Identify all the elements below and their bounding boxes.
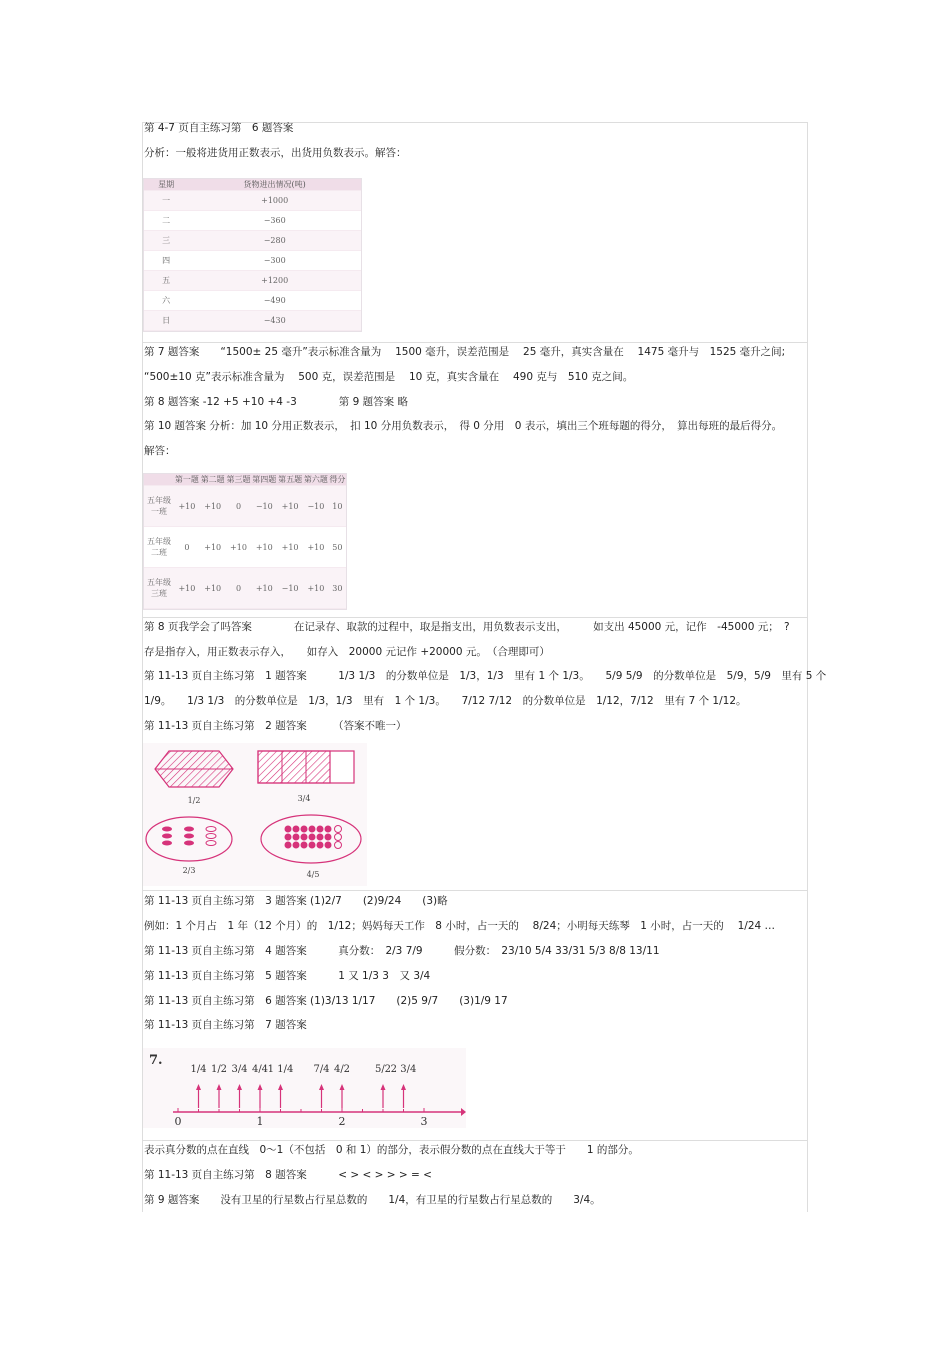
table-header: 得分 — [329, 475, 346, 484]
answer-line: 第 11-13 页自主练习第 3 题答案 (1)2/7 (2)9/24 (3)略 — [144, 895, 448, 907]
answer-line: 存是指存入，用正数表示存入， 如存入 20000 元记作 +20000 元。 （合理即可） — [144, 646, 550, 658]
table-row — [144, 211, 361, 231]
point-label: 4/4 — [251, 1064, 269, 1075]
axis-tick-label: 1 — [256, 1115, 264, 1128]
table-cell: 六 — [144, 291, 188, 311]
answer-line: 第 10 题答案 分析：加 10 分用正数表示， 扣 10 分用负数表示， 得 0 分用 0 表示，填出三个班每题的得分， 算出每班的最后得分。 — [144, 420, 783, 432]
axis-tick-label: 3 — [420, 1115, 428, 1128]
fraction-label: 2/3 — [182, 866, 196, 875]
fraction-label: 3/4 — [297, 794, 311, 803]
table-cell: 日 — [144, 311, 188, 331]
table-cell: 0 — [226, 486, 252, 527]
point-label: 1 1/4 — [267, 1064, 294, 1075]
table-header: 第五题 — [278, 475, 303, 484]
table-row — [144, 311, 361, 331]
table-cell: +10 — [277, 527, 303, 568]
answer-line: 第 4-7 页自主练习第 6 题答案 — [144, 122, 294, 134]
axis-tick-label: 0 — [174, 1115, 182, 1128]
answer-line: 第 11-13 页自主练习第 2 题答案 （答案不唯一） — [144, 720, 407, 732]
answer-line: 第 9 题答案 没有卫星的行星数占行星总数的 1/4，有卫星的行星数占行星总数的 3/4。 — [144, 1194, 601, 1206]
table-header: 第六题 — [303, 475, 328, 484]
table-cell: −490 — [188, 291, 361, 311]
table-row — [144, 568, 346, 609]
answer-line: 第 8 题答案 -12 +5 +10 +4 -3 第 9 题答案 略 — [144, 396, 408, 408]
point-label: 2 3/4 — [390, 1064, 417, 1075]
table-cell: +10 — [200, 527, 226, 568]
table-cell: 一 — [144, 191, 188, 211]
table-cell: +10 — [251, 568, 277, 609]
table-cell: +10 — [277, 486, 303, 527]
table-cell: −10 — [303, 486, 329, 527]
table-row — [144, 291, 361, 311]
table-header: 第三题 — [226, 475, 251, 484]
table-cell: 0 — [174, 527, 200, 568]
table-row — [144, 231, 361, 251]
point-label: 1/4 — [190, 1064, 207, 1075]
answer-line: 第 11-13 页自主练习第 5 题答案 1 又 1/3 3 又 3/4 — [144, 970, 431, 982]
answer-line: 解答： — [144, 445, 176, 457]
separator — [142, 617, 807, 618]
answer-line: 第 11-13 页自主练习第 8 题答案 < > < > > > = < — [144, 1169, 432, 1181]
answer-line: 第 11-13 页自主练习第 4 题答案 真分数： 2/3 7/9 假分数： 23/10 5/4 33/31 5/3 8/8 13/11 — [144, 945, 660, 957]
table-cell: +10 — [226, 527, 252, 568]
axis-tick-label: 2 — [338, 1115, 346, 1128]
table-cell: −300 — [188, 251, 361, 271]
table-header: 第四题 — [252, 475, 277, 484]
table-row — [144, 527, 346, 568]
table-header-blank — [144, 474, 174, 486]
separator — [142, 1140, 807, 1141]
table-header: 货物进出情况(吨) — [188, 179, 361, 191]
table-cell: −360 — [188, 211, 361, 231]
answer-line: 表示真分数的点在直线 0～1（不包括 0 和 1）的部分，表示假分数的点在直线大于等于 1 的部分。 — [144, 1144, 639, 1156]
table-cell: +10 — [303, 527, 329, 568]
table-cell: 10 — [329, 486, 346, 527]
table-cell: +10 — [303, 568, 329, 609]
point-label: 5/2 — [374, 1064, 392, 1075]
separator — [142, 890, 807, 891]
table-row — [144, 486, 346, 527]
fraction-label: 1/2 — [187, 796, 201, 805]
answer-line: 第 11-13 页自主练习第 7 题答案 — [144, 1019, 307, 1031]
table-cell: −10 — [251, 486, 277, 527]
fractions-figure — [143, 743, 367, 886]
table-cell: 50 — [329, 527, 346, 568]
table-cell: +1200 — [188, 271, 361, 291]
answer-line: 分析：一般将进货用正数表示，出货用负数表示。解答： — [144, 147, 407, 159]
table-cell: 二 — [144, 211, 188, 231]
table-cell: 30 — [329, 568, 346, 609]
table-header: 第二题 — [200, 475, 225, 484]
table-cell: +10 — [174, 486, 200, 527]
table-cell: 三 — [144, 231, 188, 251]
goods-table — [143, 178, 362, 332]
table-cell: −10 — [277, 568, 303, 609]
point-label: 7/4 — [313, 1064, 330, 1075]
table-cell: −280 — [188, 231, 361, 251]
separator — [142, 342, 807, 343]
exercise-number: 7. — [149, 1053, 163, 1068]
answer-line: 第 11-13 页自主练习第 6 题答案 (1)3/13 1/17 (2)5 9/7 (3)1/9 17 — [144, 995, 508, 1007]
table-row — [144, 271, 361, 291]
table-row — [144, 191, 361, 211]
answer-line: 第 8 页我学会了吗答案 在记录存、取款的过程中，取是指支出，用负数表示支出， 如支出 45000 元，记作 -45000 元； ? — [144, 621, 790, 633]
table-cell: +10 — [174, 568, 200, 609]
point-label: 3/4 — [231, 1064, 248, 1075]
point-label: 1/2 — [210, 1064, 228, 1075]
answer-line: 第 7 题答案 “1500± 25 毫升”表示标准含量为 1500 毫升，误差范围是 25 毫升，真实含量在 1475 毫升与 1525 毫升之间; — [144, 346, 786, 358]
row-label: 五年级二班 — [144, 527, 174, 568]
answer-line: 例如：1 个月占 1 年（12 个月）的 1/12；妈妈每天工作 8 小时，占一天的 8/24；小明每天练琴 1 小时，占一天的 1/24 … — [144, 920, 776, 932]
table-cell: +10 — [200, 568, 226, 609]
score-table — [143, 473, 347, 610]
table-header: 星期 — [144, 179, 188, 191]
table-cell: 0 — [226, 568, 252, 609]
row-label: 五年级一班 — [144, 486, 174, 527]
answer-line: 1/9。 1/3 1/3 的分数单位是 1/3，1/3 里有 1 个 1/3。 7/12 7/12 的分数单位是 1/12，7/12 里有 7 个 1/12。 — [144, 695, 747, 707]
row-label: 五年级三班 — [144, 568, 174, 609]
table-cell: +1000 — [188, 191, 361, 211]
table-cell: +10 — [200, 486, 226, 527]
fraction-label: 4/5 — [306, 870, 320, 879]
table-header: 第一题 — [174, 475, 199, 484]
table-cell: +10 — [251, 527, 277, 568]
point-label: 4/2 — [333, 1064, 351, 1075]
number-line-figure — [143, 1048, 466, 1128]
table-row — [144, 251, 361, 271]
table-cell: 四 — [144, 251, 188, 271]
table-cell: 五 — [144, 271, 188, 291]
answer-line: 第 11-13 页自主练习第 1 题答案 1/3 1/3 的分数单位是 1/3，1/3 里有 1 个 1/3。 5/9 5/9 的分数单位是 5/9，5/9 里有 5 个 — [144, 670, 827, 682]
table-cell: −430 — [188, 311, 361, 331]
answer-line: “500±10 克”表示标准含量为 500 克，误差范围是 10 克，真实含量在 490 克与 510 克之间。 — [144, 371, 634, 383]
